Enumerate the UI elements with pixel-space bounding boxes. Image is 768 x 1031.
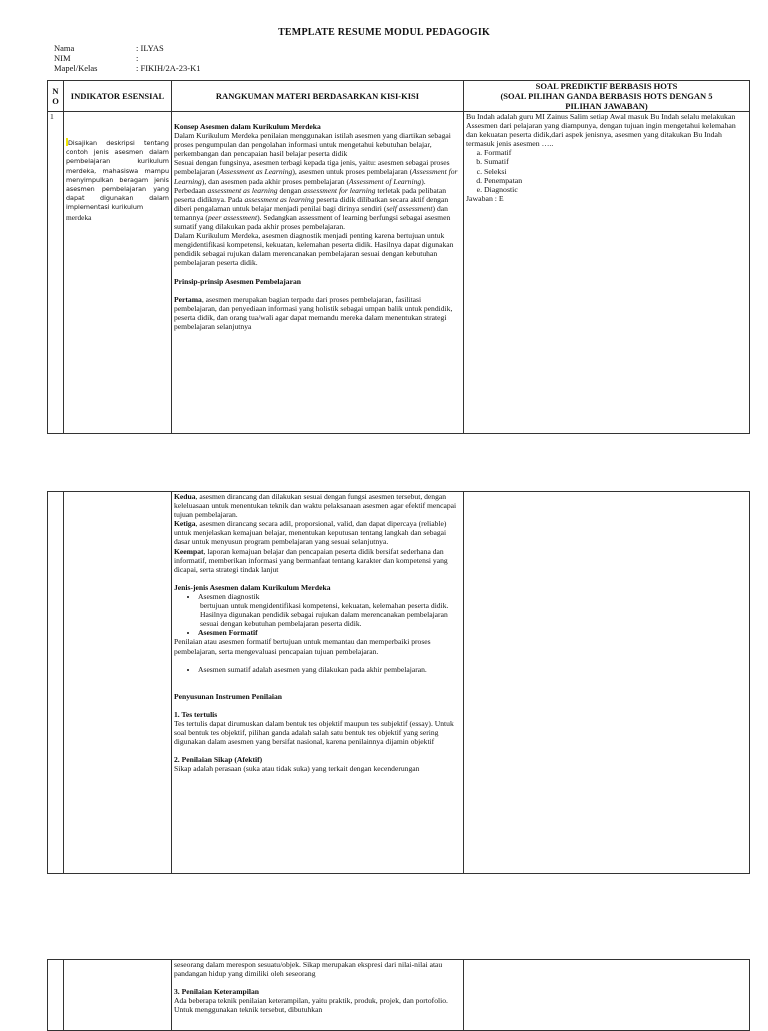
rangkuman-cell (172, 960, 464, 1031)
paragraph: Penilaian atau asesmen formatif bertujuan untuk memantau dan memperbaiki proses pembelajaran, serta mengevaluasi pencapaian tujuan pembelajaran. (174, 637, 431, 656)
meta-value: : ILYAS (136, 43, 164, 53)
spacer (174, 701, 461, 710)
meta-value: : (136, 53, 139, 63)
paragraph (174, 547, 461, 574)
header-no: N O (48, 81, 64, 112)
header-indikator: INDIKATOR ESENSIAL (64, 81, 172, 112)
text: ). (421, 176, 426, 186)
italic-text: Assessment as Learning (219, 167, 293, 177)
paragraph: Dalam Kurikulum Merdeka penilaian menggunakan istilah asesmen yang diartikan sebagai proses pengumpulan dan pengolahan informasi untuk mengetahui kebutuhan belajar, perkembangan dan pencapaian hasil belajar peserta didik (174, 131, 451, 159)
soal-empty (464, 960, 750, 1031)
indikator-empty (64, 492, 172, 874)
table-row (48, 112, 750, 434)
italic-text: Assessment of Learning (349, 176, 422, 186)
paragraph (174, 295, 461, 331)
heading-konsep: Konsep Asesmen dalam Kurikulum Merdeka (174, 122, 321, 131)
heading-prinsip: Prinsip-prinsip Asesmen Pembelajaran (174, 276, 301, 286)
resume-table-page-1 (47, 80, 750, 434)
bullet-sumatif: • Asesmen sumatif adalah asesmen yang dilakukan pada akhir pembelajaran. (198, 665, 461, 674)
text: peserta didik dilibatkan secara aktif dengan diberi pengalaman untuk belajar menjadi penilai bagi dirinya sendiri ( (174, 194, 449, 213)
answer-options (466, 148, 747, 193)
heading-tes-tertulis: 1. Tes tertulis (174, 709, 218, 719)
bold-text: Kedua (174, 492, 196, 501)
document-title: TEMPLATE RESUME MODUL PEDAGOGIK (278, 27, 490, 38)
bullet-list (174, 665, 461, 674)
soal-cell (464, 112, 750, 434)
header-soal-line: SOAL PREDIKTIF BERBASIS HOTS (535, 81, 678, 91)
bullet-list (174, 592, 461, 601)
text: ) dan temannya ( (174, 203, 448, 222)
meta-value: : FIKIH/2A-23-K1 (136, 63, 201, 73)
text: terletak pada pelibatan peserta didiknya. Pada (174, 185, 447, 204)
spacer (174, 674, 461, 683)
heading-keterampilan: 3. Penilaian Keterampilan (174, 987, 260, 997)
paragraph: Sikap adalah perasaan (suka atau tidak suka) yang terkait dengan kecenderungan (174, 764, 420, 774)
spacer (174, 746, 461, 755)
rangkuman-cell (172, 112, 464, 434)
bullet-diagnostik: • Asesmen diagnostik (198, 592, 461, 601)
text: , asesmen dirancang secara adil, proporsional, valid, dan dapat dipercaya (reliable) untuk menjelaskan kemajuan belajar, menentukan keputusan tentang langkah dan sebagai dasar untuk menyusun program pembelajaran yang sesuai selanjutnya. (174, 519, 447, 547)
indikator-tail: merdeka (66, 212, 92, 222)
bold-text: Pertama (174, 294, 202, 304)
text: ). Sedangkan assessment of learning berfungsi sebagai asesmen sumatif yang dilakukan pada akhir proses pembelajaran. (174, 212, 451, 232)
header-soal (464, 81, 750, 112)
option-a: a. Formatif (484, 148, 747, 157)
heading-jenis: Jenis-jenis Asesmen dalam Kurikulum Merdeka (174, 582, 331, 592)
paragraph (174, 519, 461, 546)
option-b: b. Sumatif (484, 157, 747, 166)
spacer (174, 656, 461, 665)
table-row (48, 492, 750, 874)
spacer (174, 978, 461, 987)
bold-text: Keempat (174, 546, 204, 556)
row-number: 1 (48, 112, 64, 434)
paragraph (174, 158, 461, 185)
spacer (174, 683, 461, 692)
text: ), dan asesmen pada akhir proses pembelajaran ( (201, 176, 350, 186)
text: , asesmen merupakan bagian terpadu dari proses pembelajaran, fasilitasi pembelajaran, dan penyediaan informasi yang holistik sebagai umpan balik untuk pendidik, peserta didik, dan orang tua/wali agar dapat memandu mereka dalam menentukan strategi pembelajaran selanjutnya (174, 294, 453, 331)
text: dengan (277, 185, 304, 195)
header-soal-line: PILIHAN JAWABAN) (565, 101, 648, 111)
meta-row-mapel (54, 63, 200, 73)
meta-row-nama (54, 43, 200, 53)
meta-label: Nama (54, 43, 75, 53)
paragraph: Tes tertulis dapat dirumuskan dalam bentuk tes objektif maupun tes subjektif (essay). Untuk soal bentuk tes objektif, pilihan ganda adalah salah satu bentuk tes objektif yang sering digunakan dalam asesmen yang bersifat nasional, karena penilainnya dijamin objektif (174, 718, 454, 747)
option-c: c. Seleksi (484, 167, 747, 176)
text: Perbedaan (174, 185, 208, 195)
header-rangkuman: RANGKUMAN MATERI BERDASARKAN KISI-KISI (172, 81, 464, 112)
bullet-formatif: • Asesmen Formatif (198, 628, 461, 637)
header-soal-line: (SOAL PILIHAN GANDA BERBASIS HOTS DENGAN 5 (500, 91, 713, 101)
resume-table-page-3 (47, 959, 750, 1031)
indikator-text: Disajikan deskripsi tentang contoh jenis asesmen dalam pembelajaran kurikulum merdeka, mahasiswa mampu menyimpulkan beragam jenis asesmen pembelajaran yang dapat digunakan dalam implementasi kurikulum (66, 139, 169, 212)
bullet-list (174, 628, 461, 637)
row-number-empty (48, 492, 64, 874)
text: ), asesmen untuk proses pembelajaran ( (292, 167, 413, 177)
text: , asesmen dirancang dan dilakukan sesuai dengan fungsi asesmen tersebut, dengan keleluasaan untuk menentukan teknik dan waktu pelaksanaan asesmen agar efektif mencapai tujuan pembelajaran. (174, 492, 457, 520)
spacer (174, 574, 461, 583)
answer-key: Jawaban : E (466, 193, 504, 203)
text: , laporan kemajuan belajar dan pencapaian peserta didik bersifat sederhana dan informatif, memberikan informasi yang bermanfaat tentang karakter dan kompetensi yang dicapai, serta strategi tindak lanjut (174, 546, 448, 574)
italic-text: assessment for learning (303, 185, 376, 195)
indikator-empty (64, 960, 172, 1031)
paragraph: bertujuan untuk mengidentifikasi kompetensi, kekuatan, kelemahan peserta didik. Hasilnya digunakan pendidik sebagai rujukan dalam merencanakan pembelajaran sesuai dengan kebutuhan pembelajaran peserta didik. (200, 601, 449, 629)
bold-text: Ketiga (174, 519, 196, 529)
spacer (174, 268, 461, 277)
italic-text: self assessment (386, 203, 433, 213)
table-header-row (48, 81, 750, 112)
heading-penyusunan: Penyusunan Instrumen Penilaian (174, 691, 283, 701)
option-d: d. Penempatan (484, 176, 747, 185)
row-number-empty (48, 960, 64, 1031)
paragraph: seseorang dalam merespon sesuatu/objek. Sikap merupakan ekspresi dari nilai-nilai atau pandangan hidup yang dimiliki oleh seseorang (174, 960, 443, 979)
question-text: Bu Indah adalah guru MI Zainus Salim setiap Awal masuk Bu Indah selalu melakukan Assesmen dari pelajaran yang diampunya, dengan tujuan ingin mengetahui kelemahan dan kekuatan peserta didik,dari aspek jenisnya, asesmen yang ditakukan Bu Indah termasuk jenis asesmen ….. (466, 112, 736, 149)
option-e: e. Diagnostic (484, 185, 747, 194)
paragraph: Dalam Kurikulum Merdeka, asesmen diagnostik menjadi penting karena bertujuan untuk mengidentifikasi kompetensi, kekuatan, kelemahan peserta didik. Hasilnya dapat digunakan pendidik sebagai rujukan dalam merencanakan pembelajaran sesuai dengan kebutuhan pembelajaran peserta didik. (174, 231, 454, 268)
text: Sesuai dengan fungsinya, asesmen terbagi kepada tiga jenis, yaitu: asesmen sebagai proses pembelajaran ( (174, 158, 450, 177)
spacer (174, 286, 461, 295)
meta-row-nim (54, 53, 200, 63)
identity-block (54, 43, 200, 73)
meta-label: Mapel/Kelas (54, 63, 98, 73)
indikator-cell (64, 112, 172, 434)
rangkuman-cell (172, 492, 464, 874)
italic-text: assessment as learning (207, 185, 278, 195)
italic-text: peer assessment (207, 212, 258, 222)
paragraph: Ada beberapa teknik penilaian keterampilan, yaitu praktik, produk, projek, dan portofolio. Untuk menggunakan teknik tersebut, dibutuhkan (174, 996, 448, 1015)
paragraph (174, 186, 461, 231)
italic-text: Assessment for Learning (174, 167, 458, 186)
soal-empty (464, 492, 750, 874)
heading-sikap: 2. Penilaian Sikap (Afektif) (174, 755, 263, 765)
resume-table-page-2 (47, 491, 750, 874)
italic-text: assessment as learning (244, 194, 315, 204)
paragraph (174, 492, 461, 519)
table-row (48, 960, 750, 1031)
meta-label: NIM (54, 53, 71, 63)
